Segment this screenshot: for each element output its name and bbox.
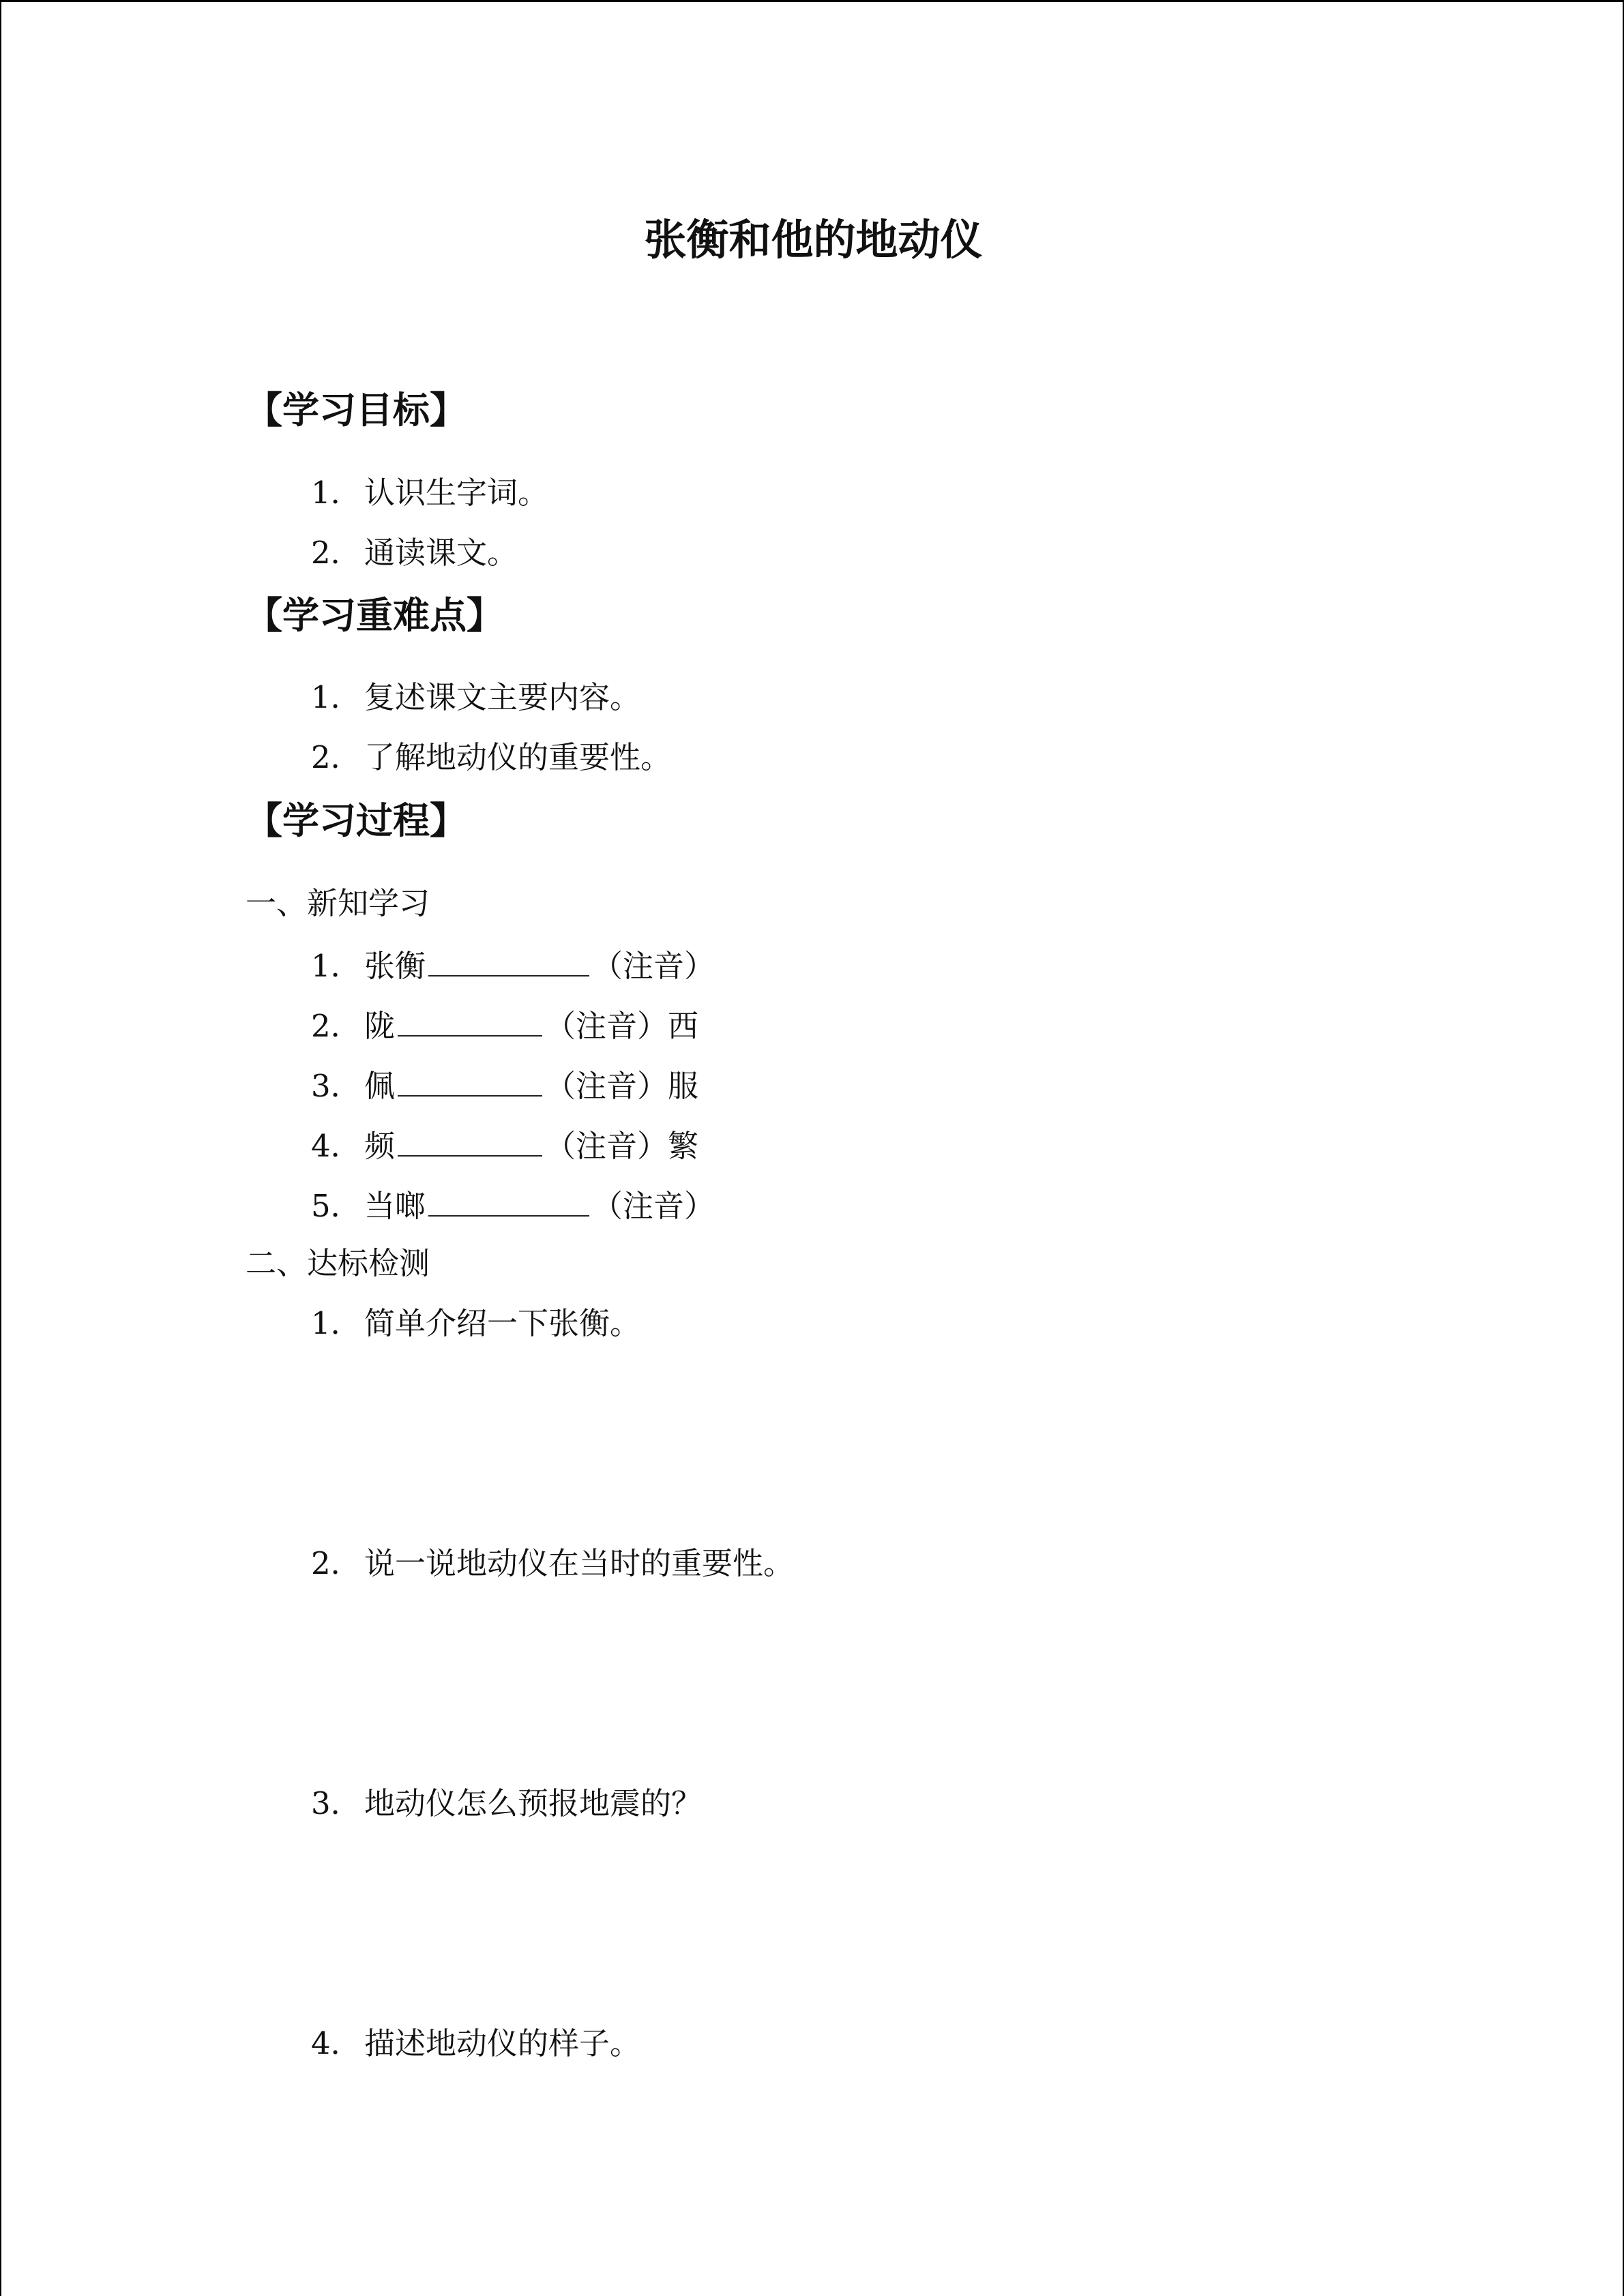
item-number: 1．	[311, 1305, 361, 1341]
item-number: 3．	[311, 1785, 361, 1821]
assessment-question	[311, 1545, 795, 1581]
item-text: 了解地动仪的重要性。	[364, 739, 672, 775]
part-title-new-knowledge: 一、新知学习	[246, 885, 430, 921]
item-number: 5．	[311, 1188, 361, 1224]
item-number: 1．	[311, 948, 361, 984]
section-heading-objectives: 【学习目标】	[246, 389, 467, 432]
item-suffix: （注音）服	[545, 1068, 699, 1104]
page-title: 张衡和他的地动仪	[644, 215, 983, 265]
key-point-item	[311, 679, 641, 715]
assessment-question	[311, 2025, 641, 2061]
pinyin-blank[interactable]	[428, 1188, 589, 1217]
question-text: 说一说地动仪在当时的重要性。	[364, 1545, 795, 1581]
objective-item	[311, 535, 518, 571]
item-number: 2．	[311, 535, 361, 571]
pinyin-exercise-item	[311, 948, 715, 984]
item-suffix: （注音）	[592, 1188, 715, 1224]
item-number: 2．	[311, 1545, 361, 1581]
part-title-assessment: 二、达标检测	[246, 1245, 430, 1281]
item-number: 4．	[311, 2025, 361, 2061]
item-number: 4．	[311, 1128, 361, 1164]
assessment-question	[311, 1305, 641, 1341]
item-number: 1．	[311, 679, 361, 715]
key-point-item	[311, 739, 672, 775]
item-suffix: （注音）	[592, 948, 715, 984]
objective-item	[311, 475, 549, 511]
question-text: 描述地动仪的样子。	[364, 2025, 641, 2061]
item-word: 佩	[364, 1068, 396, 1104]
section-heading-key-points: 【学习重难点】	[246, 594, 503, 637]
item-word: 陇	[364, 1008, 396, 1044]
pinyin-exercise-item	[311, 1128, 699, 1164]
pinyin-blank[interactable]	[398, 1068, 542, 1097]
pinyin-blank[interactable]	[398, 1128, 542, 1157]
pinyin-exercise-item	[311, 1188, 715, 1224]
item-text: 通读课文。	[364, 535, 518, 571]
item-text: 认识生字词。	[364, 475, 549, 511]
question-text: 简单介绍一下张衡。	[364, 1305, 641, 1341]
pinyin-blank[interactable]	[398, 1008, 542, 1037]
pinyin-exercise-item	[311, 1008, 699, 1044]
item-text: 复述课文主要内容。	[364, 679, 641, 715]
item-number: 2．	[311, 1008, 361, 1044]
item-suffix: （注音）繁	[545, 1128, 699, 1164]
section-heading-process: 【学习过程】	[246, 799, 467, 842]
assessment-question	[311, 1785, 703, 1821]
question-text: 地动仪怎么预报地震的？	[364, 1785, 703, 1821]
pinyin-blank[interactable]	[428, 948, 589, 976]
item-suffix: （注音）西	[545, 1008, 699, 1044]
item-word: 频	[364, 1128, 396, 1164]
item-word: 张衡	[364, 948, 426, 984]
item-number: 1．	[311, 475, 361, 511]
item-word: 当啷	[364, 1188, 426, 1224]
pinyin-exercise-item	[311, 1068, 699, 1104]
item-number: 2．	[311, 739, 361, 775]
item-number: 3．	[311, 1068, 361, 1104]
